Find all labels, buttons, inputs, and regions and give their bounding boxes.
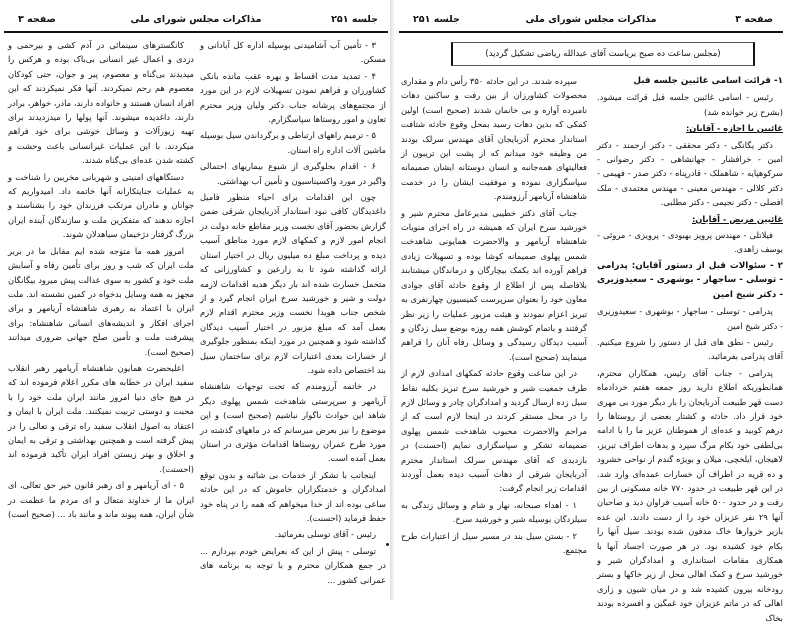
paragraph: ۵ - ترمیم راههای ارتباطی و برگرداندن سیل بوسیله ماشین آلات اداره راه استان.: [200, 130, 386, 155]
session-opening-notice: (مجلس ساعت ده صبح بریاست آقای عبدالله ریاضی تشکیل گردید): [451, 42, 755, 66]
paragraph: دستگاههای امنیتی و شهربانی مخربین را شناخت و به عملیات جنایتکارانه آنها خاتمه داد. امیدواریم که جوانان و مادران مرتکب فرزندان خود را بشناسند و اجازه ندهند که متفکرین ملت و سازندگان آینده ایران بزرگ گرفتار دژخیمان سیاهدلان شوند.: [8, 171, 194, 240]
paragraph: چون این اقدامات برای احیاء منظور فامیل داغدیدگان کافی نبود استاندار آذربایجان شرقی ضمن گزارش بحضور آقای نخست وزیر مقاطع خانه دولت در انجام امور لازم و کمکهای لازم مورد مناطق آسیب دیده و پرداخت مبلغ ده میلیون ریال در اختیار استان ارائه گذاشته شود تا به زارعین و کشاورزانی که متحمل خسارت شده اند بار دیگر هدیه اقدامات لازمه دولت و شیر و خورشید سرخ ایران انجام گیرد و از شخص جناب هویدا نخست وزیر محترم اقدام لازم بعمل آمد که مبلغ مزبور در اختیار آسیب دیدگان گذاشته شود و همچنین در مورد اینکه بمنظور جلوگیری از خسارات بعدی اعتبارات لازم برای ساختمان سیل بند اختصاص داده شود.: [200, 192, 386, 375]
paragraph: رئیس - نطق های قبل از دستور را شروع میکنیم. آقای پدرامی بفرمائید.: [597, 336, 783, 362]
text-column-left: [401, 74, 587, 559]
paragraph: دکتر یگانگی - دکتر محققی - دکتر ارجمند - دکتر امین - خرافشار - جهانشاهی - دکتر رضوانی - سرکوهپایه - شاهملک - قادرپناه - دکتر صدر - فهیمی - دکتر کلالی - مهندس معینی - مهندس معتمدی - ملک افضلی - دکتر نجیمی - دکتر مطلبی.: [597, 139, 783, 208]
paragraph: در خاتمه آرزومندم که تحت توجهات شاهنشاه آریامهر و سرپرستی شاهدخت شمس پهلوی دیگر شاهد این حوادث ناگوار نباشیم (صحیح است) و این موضوع را نیز بعرض میرسانم که در ماههای گذشته در مورد طرح عمران روستاها اقدامات مؤثری در استان بعمل آمده است.: [200, 381, 386, 464]
page-number: صفحه ۳: [18, 14, 56, 25]
scan-speck: [386, 543, 389, 546]
paragraph: کانگسترهای سینمائی در آدم کشی و بیرحمی و دزدی و اعمال غیر انسانی بی‌باک بوده و هرکس را میدیدند بی‌گناه و معصوم، پیر و جوان، حتی کودکان معصوم هم رحم نمیکردند. آنها فکر نمیکردند که این افراد انسان هستند و خانواده دارند، مادر، خواهر، برادر دارند، داغدیده میشوند. آنها پولها را میدزدیدند برای تهیه زیورآلات و وسائل خوشی برای خود فراهم میکردند. با این عملیات غیرانسانی باعث وحشت و کشته شدن عده‌ای بی‌گناه شدند.: [8, 40, 194, 166]
text-column-right: [597, 74, 783, 627]
paragraph: اینجانب با تشکر از خدمات بی شائبه و بدون توقع امدادگران و خدمتگزاران خاموش که در این حادثه ساعی بوده اند از خدا میخواهم که همه را در پناه خود حفظ فرماید (احسنت).: [200, 469, 386, 523]
paragraph: ۳ - تأمین آب آشامیدنی بوسیله اداره کل آبادانی و مسکن.: [200, 40, 386, 65]
text-column-right: [200, 38, 386, 589]
paragraph: فیلاتلی - مهندس پرویز بهبودی - پرویزی - مروئی - یوسف زاهدی.: [597, 230, 783, 255]
paragraph: پدرامی - جناب آقای رئیس، همکاران محترم، همانطوریکه اطلاع دارید روز جمعه هفتم خردادماه دست قهر طبیعت آذربایجان را بار دیگر مورد بی مهری خود قرار داد. حادثه و کشتار بعضی از روستاها را درهم کوبید و عده‌ای از هموطنان عزیز ما را با ادامه بی‌لطفی خود بکام مرگ سپرد و بدهات اطراف تبریز، لاهیجان، ایلخچی، میلان و بویژه گندم از نواحی خشرود و ده قریه در اطراف آن خسارات عمده‌ای وارد شد. در این قهر طبیعت در حدود ۷۷۰ خانه مسکونی از بین رفت و در حدود ۵۰۰ خانه آسیب فراوان دید و صاحبان آنها ۲۹ نفر عزیزان خود را از دست دادند. این عده بازیر خروارها خاک مدفون شده بودند. سیل آنها را بکام خود کشیده بود. در هر صورت اجساد آنها با همکاری مقامات استانداری و امدادگران شیر و خورشید سرخ و کمک اهالی محل از زیر خاکها و بستر رودخانه بیرون کشیده شد و در میان شیون و زاری اهالی که در ماتم عزیزان خود غمگین و افسرده بودند بخاک: [597, 367, 784, 623]
paragraph: ۴ - تمدید مدت اقساط و بهره عقب مانده بانکی کشاورزان و فراهم نمودن تسهیلات لازم در این مورد از مجتمع‌های پرشانه جناب دکتر ولیان وزیر محترم تعاون و امور روستاها سپاسگزارم.: [200, 70, 386, 125]
paragraph: در این ساعت وقوع حادثه کمکهای امدادی لازم از طرف جمعیت شیر و خورشید سرخ تبریز بکلیه نقاط سیل زده ارسال گردید و امدادگران چادر و وسائل لازم را در محل مستقر کردند در اینجا لازم است که از مراحم والاحضرت محبوب شاهدخت شمس پهلوی صمیمانه تشکر و سپاسگزاری نمایم (احسنت) در بازدیدی که آقای مهندس سرلک استاندار محترم آذربایجان شرقی از دهات آسیب دیده بعمل آوردند اقدامات زیر انجام گرفت:: [401, 368, 587, 494]
paragraph: رئیس - اسامی غائبین جلسه قبل قرائت میشود. (بشرح زیر خوانده شد): [597, 92, 783, 117]
paragraph: ۲ - بستن سیل بند در مسیر سیل از اعتبارات طرح مجتمع.: [401, 530, 587, 555]
text-column-left: [8, 38, 194, 523]
paragraph: ۶ - اقدام بجلوگیری از شیوع بیماریهای احتمالی واگیر در مورد واکسیناسیون و تأمین آب بهداشتی.: [200, 161, 386, 186]
paragraph: پدرامی - توسلی - ساجهار - بوشهری - سعیدوزیری - دکتر شیخ امین: [597, 306, 783, 331]
paragraph: سپرده شدند. در این حادثه ۳۵۰ رأس دام و مقداری محصولات کشاورزان از بین رفت و ساکنین دهات نامبرده آواره و بی خانمان شدند (صحیح است) اولین کمکی که بدین دهات رسید بمحل وقوع حادثه شتافت استاندار محترم آذربایجان آقای مهندس سرلک بودند من وظیفه خود میدانم که از پشت این تریبون از فعالیتهای همه‌جانبه و انسان دوستانه ایشان صمیمانه سپاسگزاری نموده و موفقیت ایشان را در خدمت شاهنشاه آریامهر آرزومندم.: [401, 76, 587, 202]
paragraph: توسلی - پیش از این که بعرایض خودم بپردازم ... در جمع همکاران محترم و با توجه به برنامه های عمرانی کشور ...: [200, 545, 386, 585]
session-number: جلسه ۲۵۱: [413, 14, 460, 25]
paragraph: اعلیحضرت همایون شاهنشاه آریامهر رهبر انقلاب سفید ایران در خطابه های مکرر اعلام فرموده اند که در هیچ جای دنیا امروز مانند ایران ملت خود را با محبت و دوستی تربیت نمیکنند. ملت ایران با ایمان و اعتقاد به اصول انقلاب سفید راه ترقی و تعالی را در پیش گرفته است و همچنین بهداشتی و ترقی به ایمان و اخلاق و بهتر زیستن افراد ایران تأکید فرموده اند (احسنت).: [8, 362, 194, 474]
header-rule: [399, 31, 783, 33]
left-page: [0, 0, 392, 600]
page-header: [401, 14, 781, 30]
section-heading: ۲ - سئوالات قبل از دستور آقایان: پدرامی - توسلی - ساجهار - بوشهری - سعیدوزیری - دکتر شیخ امین: [597, 260, 783, 300]
paragraph: رئیس - آقای توسلی بفرمائید.: [274, 529, 376, 540]
publication-title: مذاکرات مجلس شورای ملی: [525, 14, 657, 25]
subheading: غائبین با اجازه - آقایان:: [685, 123, 783, 134]
session-number: جلسه ۲۵۱: [331, 14, 378, 25]
right-page: [395, 0, 787, 623]
section-heading: ۱- قرائت اسامی غائبین جلسه قبل: [633, 76, 783, 86]
paragraph: جناب آقای دکتر خطیبی مدیرعامل محترم شیر و خورشید سرخ ایران که همیشه در راه اجرای منویات شاهنشاه آریامهر و والاحضرت همایونی شاهدخت شمس پهلوی صمیمانه کوشا بوده و تسهیلات زیادی فراهم آورده اند بکمک بیچارگان و درماندگان میشتابند بلافاصله پس از اطلاع از وقوع حادثه آقای جوادی معاون خود را بعنوان سرپرست کمیسیون چهارنفری به تبریز اعزام نمودند و هیئت مزبور عملیات را زیر نظر گرفتند و باتمام کوشش همه روزه بوضع سیل زدگان و آسیب دیدگان رسیدگی و وسائل رفاه آنان را فراهم مینمایند (صحیح است).: [401, 207, 587, 362]
paragraph: ۵ - ای آریامهر و ای رهبر قانون خیر حق تعالی، ای ایران ما از خداوند متعال و ای مردم ما عظمت در شأن ایران، همه پیوند ماند و مانند باد ... (صحیح است): [8, 480, 194, 519]
paragraph: ۱ - اهداء صبحانه، نهار و شام و وسائل زندگی به سیلزدگان بوسیله شیر و خورشید سرخ.: [401, 499, 587, 525]
publication-title: مذاکرات مجلس شورای ملی: [130, 14, 262, 25]
page-header: [6, 14, 386, 30]
subheading: غائبین مریض - آقایان:: [691, 213, 783, 224]
page-number: صفحه ۳: [735, 14, 773, 25]
paragraph: امروز همه ما متوجه شده ایم مقابل ما در بربر ملت ایران که شب و روز برای تأمین رفاه و آسایش ملت خود و کشور به سوی عدالت پیش میرود بیگانگان مجهز به همه وسایل بدخواه در کمین نشسته اند. ملت ایران با اعتماد به رهبری شاهنشاه آریامهر و برای اجرای افکار و اندیشه‌های انسانی شاهنشاه: برای پیشرفت ملت و تأمین صلح جهانی ضروری میدانند (صحیح است).: [8, 245, 194, 357]
header-rule: [4, 31, 388, 33]
